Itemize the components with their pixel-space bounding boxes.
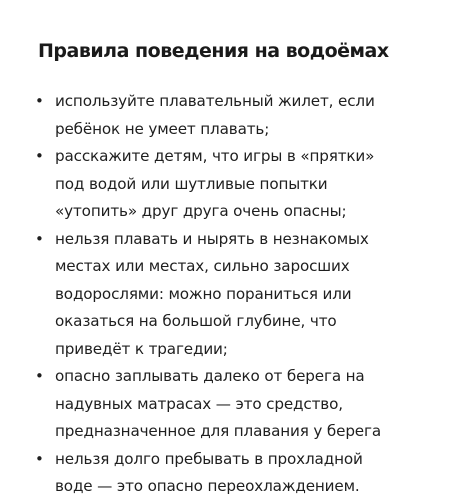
rule-line: нельзя плавать и нырять в незнакомых xyxy=(55,229,369,248)
bullet-icon: • xyxy=(35,367,44,385)
rule-line: оказаться на большой глубине, что xyxy=(55,312,337,330)
bullet-icon: • xyxy=(35,229,44,248)
rule-line: ребёнок не умеет плавать; xyxy=(55,119,270,138)
rule-item xyxy=(34,446,449,500)
rule-line: нельзя долго пребывать в прохладной xyxy=(55,449,363,468)
page-title: Правила поведения на водоёмах xyxy=(38,40,389,62)
rule-item xyxy=(34,143,449,226)
rule-line: опасно заплывать далеко от берега на xyxy=(55,367,365,385)
rule-line: используйте плавательный жилет, если xyxy=(55,92,375,110)
rule-line: «утопить» друг друга очень опасны; xyxy=(55,202,347,220)
bullet-icon: • xyxy=(35,147,44,165)
bullet-icon: • xyxy=(35,92,44,110)
rule-line: надувных матрасах — это средство, xyxy=(55,394,343,413)
rule-item xyxy=(34,226,449,364)
bullet-icon: • xyxy=(35,449,44,468)
rule-line: водорослями: можно пораниться или xyxy=(55,284,352,303)
rule-item xyxy=(34,363,449,446)
rule-line: расскажите детям, что игры в «прятки» xyxy=(55,147,375,165)
rule-line: под водой или шутливые попытки xyxy=(55,174,328,193)
rule-line: местах или местах, сильно заросших xyxy=(55,257,350,275)
rule-line: предназначенное для плавания у берега xyxy=(55,422,381,440)
rule-line: приведёт к трагедии; xyxy=(55,339,228,358)
rule-item xyxy=(34,88,449,143)
rule-line: воде — это опасно переохлаждением. xyxy=(55,477,360,495)
rules-list xyxy=(34,88,449,500)
